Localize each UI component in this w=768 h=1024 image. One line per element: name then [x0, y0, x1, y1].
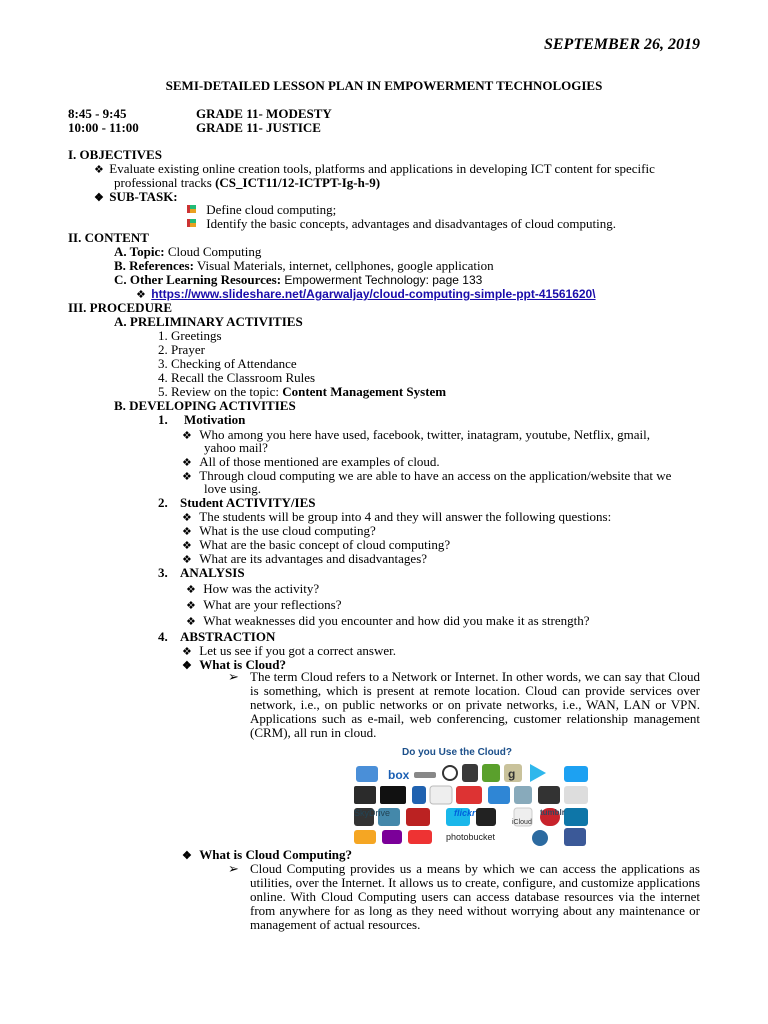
diamond-bullet-icon: ❖ — [182, 540, 192, 552]
flickr-label: flickr — [454, 808, 476, 818]
resource-link-item — [136, 287, 596, 302]
prelim-item: 1. Greetings — [158, 328, 222, 343]
motivation-text: All of those mentioned are examples of cloud. — [199, 454, 440, 469]
diamond-bullet-icon: ❖ — [182, 457, 192, 469]
tumblr-label: tumblr — [540, 808, 565, 817]
analysis-heading: ANALYSIS — [180, 565, 245, 580]
student-number: 2. — [158, 495, 168, 510]
motivation-text: Through cloud computing we are able to have an access on the application/website that we — [199, 468, 672, 483]
analysis-item — [186, 598, 341, 613]
references-label: B. References: — [114, 258, 194, 273]
objectives-heading: I. OBJECTIVES — [68, 147, 162, 162]
page-title: SEMI-DETAILED LESSON PLAN IN EMPOWERMENT TECHNOLOGIES — [165, 78, 603, 93]
icloud-label: iCloud — [512, 819, 532, 826]
motivation-number: 1. — [158, 412, 168, 427]
prelim-review-text: 5. Review on the topic: — [158, 384, 283, 399]
preliminary-heading: A. PRELIMINARY ACTIVITIES — [114, 314, 303, 329]
abstraction-text: Let us see if you got a correct answer. — [199, 643, 396, 658]
content-references — [114, 259, 494, 273]
analysis-text: What are your reflections? — [203, 597, 342, 612]
subtask-text: Define cloud computing; — [206, 202, 337, 217]
what-is-cloud-heading: What is Cloud? — [199, 657, 286, 672]
other-resources-value: Empowerment Technology: page 133 — [281, 273, 483, 287]
analysis-number: 3. — [158, 565, 168, 580]
analysis-item — [186, 614, 590, 629]
motivation-heading: Motivation — [184, 412, 246, 427]
resource-link[interactable]: https://www.slideshare.net/Agarwaljay/cloud-computing-simple-ppt-41561620\ — [151, 287, 596, 301]
diamond-bullet-icon: ❖ — [182, 660, 192, 672]
subtask-label — [94, 190, 178, 205]
content-topic — [114, 245, 261, 259]
diamond-bullet-icon: ❖ — [182, 646, 192, 658]
student-text: What are the basic concept of cloud computing? — [199, 537, 451, 552]
objective-text: professional tracks — [114, 175, 216, 190]
arrow-bullet-icon: ➢ — [228, 861, 239, 876]
topic-value: Cloud Computing — [164, 244, 262, 259]
topic-label: A. Topic: — [114, 244, 165, 259]
svg-text:g: g — [508, 767, 516, 781]
diamond-bullet-icon: ❖ — [182, 430, 192, 442]
svg-text:box: box — [388, 768, 410, 782]
motivation-text-cont: yahoo mail? — [204, 440, 268, 455]
photobucket-label: photobucket — [446, 832, 496, 842]
subtask-text: Identify the basic concepts, advantages and disadvantages of cloud computing. — [206, 216, 616, 231]
subtask-item — [186, 217, 616, 231]
abstraction-number: 4. — [158, 629, 168, 644]
analysis-text: How was the activity? — [203, 581, 320, 596]
cloud-definition: The term Cloud refers to a Network or Internet. In other words, we can say that Cloud is something, which is present at remote location. Cloud can provide services over network, i.e., on public networks or on private networks, i.e., WAN, LAN or VPN. Applications such as e-mail, web conferencing, customer relationship management (CRM), all run in cloud. — [250, 669, 700, 740]
diamond-bullet-icon: ❖ — [186, 600, 196, 612]
diamond-bullet-icon: ❖ — [94, 164, 104, 176]
student-text: What is the use cloud computing? — [199, 523, 376, 538]
student-heading: Student ACTIVITY/IES — [180, 495, 316, 510]
student-text: What are its advantages and disadvantages? — [199, 551, 428, 566]
cloud-computing-definition: Cloud Computing provides us a means by which we can access the applications as utilities, over the Internet. It allows us to create, configure, and customize applications online. With Cloud Computing users can access database resources via the internet from anywhere for as long as they need without worrying about any maintenance or management of actual resources. — [250, 861, 700, 932]
content-heading: II. CONTENT — [68, 230, 149, 245]
schedule-time-2: 10:00 - 11:00 — [68, 120, 139, 135]
analysis-item — [186, 582, 319, 597]
schedule-grade-2: GRADE 11- JUSTICE — [196, 120, 321, 135]
schedule-time-1: 8:45 - 9:45 — [68, 106, 127, 121]
cloud-services-image — [350, 746, 594, 844]
date: SEPTEMBER 26, 2019 — [543, 36, 700, 53]
procedure-heading: III. PROCEDURE — [68, 300, 173, 315]
motivation-text: Who among you here have used, facebook, twitter, inatagram, youtube, Netflix, gmail, — [199, 427, 650, 442]
diamond-bullet-icon: ❖ — [182, 850, 192, 862]
prelim-item: 4. Recall the Classroom Rules — [158, 370, 316, 385]
abstraction-heading: ABSTRACTION — [180, 629, 276, 644]
motivation-text-cont: love using. — [204, 481, 262, 496]
diamond-bullet-icon: ❖ — [186, 584, 196, 596]
objective-line-1: Evaluate existing online creation tools, platforms and applications in developing ICT content for specific — [109, 161, 655, 176]
other-resources-label: C. Other Learning Resources: — [114, 272, 282, 287]
diamond-bullet-icon: ❖ — [182, 512, 192, 524]
flag-bullet-icon — [186, 204, 198, 214]
prelim-review-topic: Content Management System — [282, 384, 447, 399]
subtask-label-text: SUB-TASK: — [109, 189, 178, 204]
diamond-bullet-icon: ❖ — [186, 616, 196, 628]
image-caption: Do you Use the Cloud? — [402, 747, 512, 758]
skydrive-label: SkyDrive — [354, 808, 391, 818]
diamond-bullet-icon: ❖ — [182, 471, 192, 483]
objective-line-2 — [114, 176, 380, 190]
flag-bullet-icon — [186, 218, 198, 228]
prelim-item: 2. Prayer — [158, 342, 205, 357]
references-value: Visual Materials, internet, cellphones, google application — [193, 258, 494, 273]
arrow-bullet-icon: ➢ — [228, 669, 239, 684]
diamond-bullet-icon: ❖ — [136, 289, 146, 301]
schedule-grade-1: GRADE 11- MODESTY — [196, 106, 332, 121]
diamond-bullet-icon: ❖ — [182, 554, 192, 566]
student-text: The students will be group into 4 and they will answer the following questions: — [199, 509, 612, 524]
developing-heading: B. DEVELOPING ACTIVITIES — [114, 398, 296, 413]
subtask-item — [186, 203, 336, 217]
diamond-bullet-icon: ❖ — [94, 192, 104, 204]
diamond-bullet-icon: ❖ — [182, 526, 192, 538]
objective-code: (CS_ICT11/12-ICTPT-Ig-h-9) — [215, 175, 381, 190]
prelim-item — [158, 385, 446, 399]
analysis-text: What weaknesses did you encounter and how did you make it as strength? — [203, 613, 590, 628]
prelim-item: 3. Checking of Attendance — [158, 356, 297, 371]
what-is-cloud-computing-heading: What is Cloud Computing? — [199, 847, 353, 862]
content-other-resources — [114, 273, 482, 287]
